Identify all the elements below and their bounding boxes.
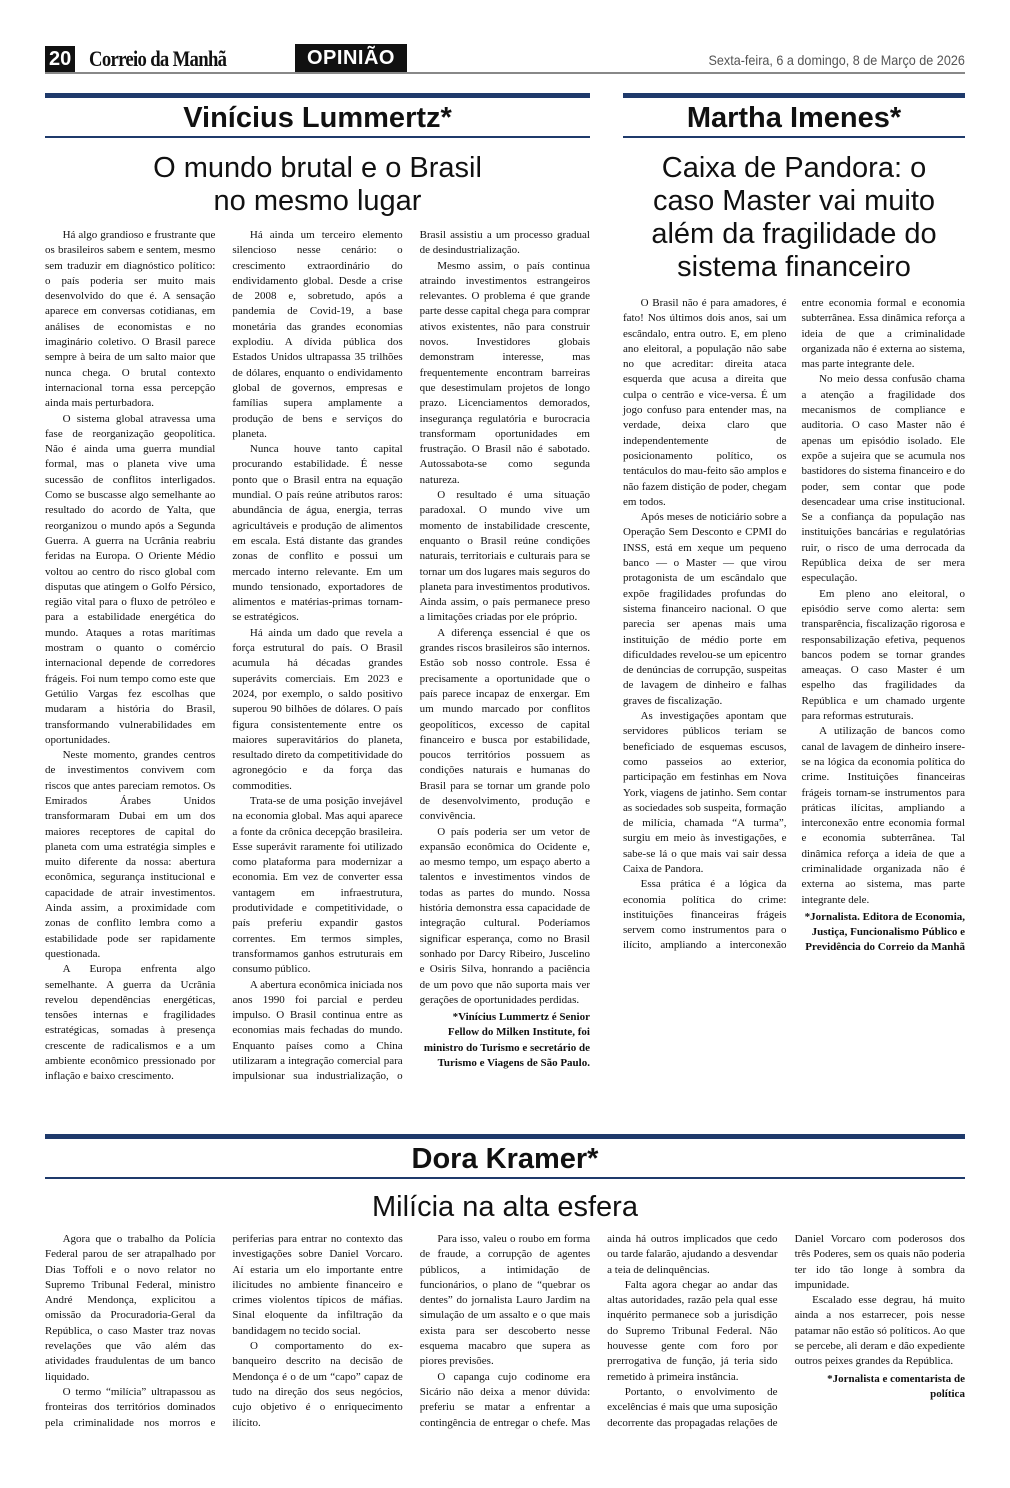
paragraph: O resultado é uma situação paradoxal. O mundo vive um momento de instabilidade crescente, enquanto o Brasil reúne condições naturais, territoriais e culturais para se tornar um dos lugares mais seguros do planeta para investimentos produtivos. Ainda assim, o país permanece preso a limitações criadas por ele próprio. — [419, 489, 590, 624]
headline: Caixa de Pandora: o caso Master vai muito além da fragilidade do sistema financeiro — [651, 152, 937, 283]
masthead — [45, 44, 965, 74]
paragraph: Escalado esse degrau, há muito ainda a nos estarrecer, pois nesse patamar não estão só políticos. Ao que se percebe, ali deram e dão expediente outros peixes grandes da República. — [794, 1294, 965, 1368]
article-martha-imenes — [623, 93, 965, 956]
paragraph: A diferença essencial é que os grandes riscos brasileiros são internos. Estão sob nosso controle. Essa é precisamente a oportunidade que o país parece incapaz de enxergar. Em um mundo marcado por conflitos geopolíticos, excesso de capital financeiro e busca por estabilidade, poucos territórios possuem as condições naturais e humanas do Brasil para se tornar um grande polo de desenvolvimento, produção e convivência. — [419, 626, 590, 823]
paragraph: O país poderia ser um vetor de expansão econômica do Ocidente e, ao mesmo tempo, um espaço aberto a talentos e investimentos vindos de todas as partes do mundo. Nossa história demonstra essa capacidade de integração cultural. Poderíamos significar esperança, como no Brasil sonhado por Darcy Ribeiro, Juscelino e Osiris Silva, honrando a paciência de um povo que não suporta mais ver gerações de oportunidades perdidas. — [419, 825, 590, 1006]
paragraph: O comportamento do ex-banqueiro descrito na decisão de Mendonça é o de um “capo” capaz de tudo na direção dos seus negócios, cujo objetivo é o enriquecimento ilícito. — [232, 1340, 403, 1429]
paragraph: No meio dessa confusão chama a atenção a fragilidade dos mecanismos de compliance e auditoria. O caso Master não é apenas um episódio isolado. Ele expõe a sujeira que se acumula nos bastidores do sistema financeiro e do poder, sem contar que pode desencadear uma crise institucional. Se a confiança da população nas instituições bancárias e regulatórias ruir, o risco de uma derrocada da República deixa de ser mera especulação. — [801, 373, 965, 585]
paragraph: Portanto, o envolvimento de excelências é mais que uma suposição decorrente das propagadas relações de Daniel Vorcaro com poderosos dos três Poderes, sem os quais não poderia ter ido tão longe à sombra da impunidade. — [607, 1233, 965, 1429]
author-bio: *Jornalista. Editora de Economia, Justiça, Funcionalismo Público e Previdência do Correio da Manhã — [804, 910, 965, 954]
article-dora-kramer — [45, 1134, 965, 1431]
rule-thin — [45, 136, 590, 138]
rule-thin — [45, 1177, 965, 1179]
paragraph: Falta agora chegar ao andar das altas autoridades, razão pela qual esse inquérito permanece sob a jurisdição do Supremo Tribunal Federal. Não houvesse gente com foro por prerrogativa de função, já teria sido remetido à primeira instância. — [607, 1278, 778, 1383]
author-name: Martha Imenes* — [686, 102, 902, 134]
paragraph: Após meses de noticiário sobre a Operação Sem Desconto e CPMI do INSS, está em xeque um pequeno banco — o Master — que virou protagonista de um escândalo que expõe fragilidades profundas do sistema financeiro nacional. O que parecia ser apenas mais uma instituição de médio porte em dificuldades revelou-se um epicentro de denúncias de corrupção, suspeitas de lavagem de dinheiro e falhas graves de fiscalização. — [623, 511, 787, 707]
headline: Milícia na alta esfera — [372, 1191, 638, 1223]
author-bio: *Jornalista e comentarista de política — [827, 1372, 965, 1400]
paragraph: A utilização de bancos como canal de lavagem de dinheiro insere-se na lógica da economia política do crime. Instituições financeiras frágeis tornam-se instrumentos para práticas ilícitas, ampliando a interconexão entre economia formal e economia subterrânea. Tal dinâmica reforça a ideia de que a criminalidade organizada não é externa ao sistema, mas parte integrante dele. — [801, 725, 965, 906]
paragraph: A Europa enfrenta algo semelhante. A guerra da Ucrânia revelou dependências energéticas, tensões internas e fragilidades estratégicas, somadas à presença crescente de radicalismos e a um ambiente econômico pressionado por inflação e baixo crescimento. — [45, 963, 216, 1083]
paragraph: O termo “milícia” ultrapassou as fronteiras dos territórios dominados pela criminalidade nos morros e periferias para entrar no contexto das investigações sobre Daniel Vorcaro. Aí estaria um elo importante entre ilicitudes no ambiente financeiro e crimes violentos típicos de máfias. Sinal eloquente da infiltração da bandidagem no tecido social. — [45, 1233, 403, 1429]
paragraph: Mesmo assim, o país continua atraindo investimentos estrangeiros relevantes. O problema é que grande parte desse capital chega para comprar ativos existentes, não para construir novos. Investidores globais demonstram interesse, mas frequentemente encontram barreiras que desestimulam projetos de longo prazo. Licenciamentos demorados, insegurança regulatória e burocracia transformam oportunidades em frustração. O Brasil não é sabotado. Autossabota-se como segunda natureza. — [419, 259, 590, 486]
rule-thin — [623, 136, 965, 138]
paragraph: Há ainda um dado que revela a força estrutural do país. O Brasil acumula há décadas grandes superávits comerciais. Em 2023 e 2024, por exemplo, o saldo positivo superou 90 bilhões de dólares. O país figura consistentemente entre os maiores superavitários do planeta, resultado direto da competitividade do agronegócio e da força das commodities. — [232, 626, 403, 792]
paragraph: Neste momento, grandes centros de investimentos convivem com riscos que antes pareciam remotos. Os Emirados Árabes Unidos transformaram Dubai em um dos maiores receptores de capital do planeta com uma estratégia simples e muito diferente da nossa: abertura econômica, segurança institucional e capacidade de atrair investimentos. Ainda assim, a proximidade com zonas de conflito lembra como a estabilidade pode ser rapidamente questionada. — [45, 749, 216, 960]
headline: O mundo brutal e o Brasil no mesmo lugar — [153, 152, 482, 217]
paragraph: A abertura econômica iniciada nos anos 1990 foi parcial e perdeu impulso. O Brasil continua entre as economias mais fechadas do mundo. Enquanto países como a China utilizaram a integração comercial para impulsionar sua industrialização, o Brasil assistiu a um processo gradual de desindustrialização. — [232, 229, 590, 1083]
paragraph: Para isso, valeu o roubo em forma de fraude, a corrupção de agentes públicos, a intimidação de funcionários, o plano de “quebrar os dentes” do jornalista Lauro Jardim na simulação de um assalto e o que mais exista para ser descoberto nesse esquema macabro que supera as piores previsões. — [419, 1233, 591, 1368]
paragraph: Há ainda um terceiro elemento silencioso nesse cenário: o crescimento extraordinário do endividamento global. Desde a crise de 2008 e, sobretudo, após a pandemia de Covid-19, a base monetária das grandes economias explodiu. A dívida pública dos Estados Unidos ultrapassa 35 trilhões de dólares, enquanto o endividamento global de governos, empresas e famílias supera amplamente a produção de bens e serviços do planeta. — [232, 229, 403, 440]
author-name: Vinícius Lummertz* — [183, 102, 452, 134]
paragraph: O Brasil não é para amadores, é fato! Nos últimos dois anos, sai um escândalo, entra outro. E, em pleno ano eleitoral, a população não sabe no que acreditar: direita ataca esquerda que acusa a direita que culpa o centrão e vice-versa. É um jogo confuso para entender mas, na verdade, deixa claro que independentemente de posicionamento político, os tentáculos do mau-feito são amplos e não fazem distição de poder, chegam em todos. — [623, 297, 787, 508]
article-body — [45, 1232, 965, 1431]
section-tag: OPINIÃO — [295, 44, 407, 72]
paragraph: Agora que o trabalho da Polícia Federal parou de ser atrapalhado por Dias Toffoli e o novo relator no Supremo Tribunal Federal, ministro André Mendonça, explicitou a omissão da Procuradoria-Geral da República, o caso Master traz novas revelações que vão além das atividades fraudulentas de um banco liquidado. — [45, 1233, 216, 1383]
article-vinicius-lummertz — [45, 93, 590, 1085]
paragraph: O sistema global atravessa uma fase de reorganização geopolítica. Não é ainda uma guerra mundial formal, mas o planeta vive uma sucessão de conflitos interligados. Como se buscasse algo semelhante ao resultado do acordo de Yalta, que reorganizou o mundo após a Segunda Guerra. A guerra na Ucrânia reabriu feridas na Europa. O Oriente Médio voltou ao centro do risco global com disputas que atingem o Golfo Pérsico, região vital para o fluxo de petróleo e para a estabilidade energética do mundo. Ataques a rotas marítimas mostram o quanto o comércio internacional depende de corredores frágeis. Foi num tempo como este que Getúlio Vargas fez escolhas que mudaram a história do Brasil, transformando vulnerabilidades em oportunidades. — [45, 412, 216, 746]
paragraph: O capanga cujo codinome era Sicário não deixa a menor dúvida: preferiu se matar a enfrentar a contingência de entregar o chefe. Mas ainda há outros implicados que cedo ou tarde falarão, ajudando a desvendar a teia de delinquências. — [419, 1233, 778, 1429]
article-body — [623, 296, 965, 956]
paragraph: Nunca houve tanto capital procurando estabilidade. É nesse ponto que o Brasil entra na equação mundial. O país reúne atributos raros: abundância de água, energia, terras agricultáveis e produção de alimentos em escala. Está distante das grandes zonas de conflito e possui um mercado interno relevante. Em um mundo tensionado, exportadores de alimentos e matérias-primas tornam-se estratégicos. — [232, 443, 403, 624]
edition-date: Sexta-feira, 6 a domingo, 8 de Março de 2026 — [708, 52, 965, 68]
newspaper-logo: Correio da Manhã — [89, 46, 227, 71]
paragraph: As investigações apontam que servidores públicos teriam se beneficiado de esquemas escusos, como passeios ao exterior, participação em festinhas em Nova York, viagens de jatinho. Sem contar as sociedades sob suspeita, formação de milícia, chamada “A turma”, surgiu em meio às investigações, e sabe-se lá o que mais vai sair dessa Caixa de Pandora. — [623, 710, 787, 875]
article-body — [45, 228, 590, 1085]
page-number: 20 — [45, 46, 75, 72]
paragraph: Em pleno ano eleitoral, o episódio serve como alerta: sem transparência, fiscalização rigorosa e responsabilização efetiva, pequenos bancos podem se tornar grandes ameaças. O caso Master é um espelho das fragilidades da República e um chamado urgente para reformas estruturais. — [801, 587, 965, 723]
author-name: Dora Kramer* — [411, 1143, 599, 1175]
paragraph: Há algo grandioso e frustrante que os brasileiros sabem e sentem, mesmo sem traduzir em diagnóstico político: o país poderia ser muito mais desenvolvido do que é. A sensação aparece em conversas cotidianas, em análises de economistas e no imaginário coletivo. O Brasil parece sempre à beira de um salto maior que nunca chega. O brutal contexto internacional torna essa percepção ainda mais perturbadora. — [45, 229, 216, 410]
author-bio: *Vinícius Lummertz é Senior Fellow do Milken Institute, foi ministro do Turismo e secretário de Turismo e Viagens de São Paulo. — [423, 1011, 590, 1070]
paragraph: Essa prática é a lógica da economia política do crime: instituições financeiras frágeis servem como instrumentos para o ilícito, ampliando a interconexão entre economia formal e economia subterrânea. Essa dinâmica reforça a ideia de que a criminalidade organizada não é externa ao sistema, mas parte integrante dele. — [623, 297, 965, 952]
paragraph: Trata-se de uma posição invejável na economia global. Mas aqui aparece a fonte da crônica decepção brasileira. Esse superávit raramente foi utilizado como plataforma para modernizar a economia. Em vez de converter essa vantagem em infraestrutura, produtividade e competitividade, o país preferiu expandir gastos correntes. Em termos simples, transformamos ganhos estruturais em consumo público. — [232, 794, 403, 976]
